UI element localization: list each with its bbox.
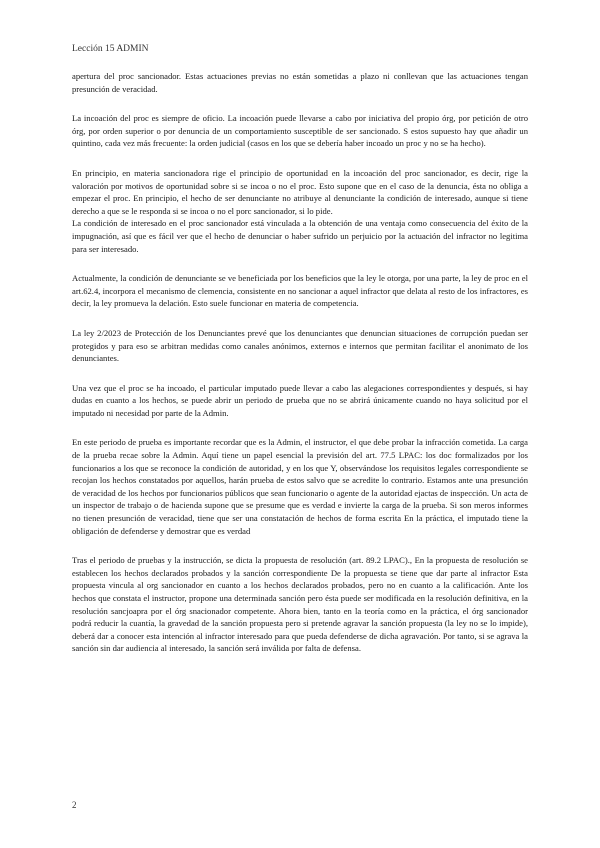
paragraph: Una vez que el proc se ha incoado, el particular imputado puede llevar a cabo las alegaciones correspondientes y después, si hay dudas en cuanto a los hechos, se puede abrir un periodo de prueba que no se abrirá únicamente cuando no haya solicitud por el imputado ni necesidad por parte de la Admin. (72, 382, 528, 418)
paragraph: apertura del proc sancionador. Estas actuaciones previas no están sometidas a plazo ni conllevan que las actuaciones tengan presunción de veracidad. (72, 71, 528, 94)
paragraph: La incoación del proc es siempre de oficio. La incoación puede llevarse a cabo por iniciativa del propio órg, por petición de otro órg, por orden superior o por denuncia de un comportamiento susceptible de ser sancionado. S estos supuesto hay que añadir un quintino, cada vez más frecuente: la orden judicial (casos en los que se debería haber incoado un proc y no se ha hecho). (72, 113, 528, 149)
document-body (72, 70, 528, 672)
paragraph: La condición de interesado en el proc sancionador está vinculada a la obtención de una ventaja como consecuencia del éxito de la impugnación, así que es fácil ver que el hecho de denunciar o haber sufrido un perjuicio por la actuación del infractor no legitima para ser interesado. (72, 218, 528, 254)
page-number: 2 (72, 800, 77, 810)
paragraph: La ley 2/2023 de Protección de los Denunciantes prevé que los denunciantes que denuncian situaciones de corrupción puedan ser protegidos y para eso se arbitran medidas como canales anónimos, externos e internos que permitan facilitar el anonimato de los denunciantes. (72, 327, 528, 364)
paragraph: Tras el periodo de pruebas y la instrucción, se dicta la propuesta de resolución (art. 89.2 LPAC)., En la propuesta de resolución se establecen los hechos declarados probados y la sanción correspondiente De la propuesta se tiene que dar parte al infractor Esta propuesta vincula al org sancionador en cuanto a los hechos declarados probados, pero no en cuanto a la calificación. Ante los hechos que constata el instructor, propone una determinada sanción pero ésta puede ser modificada en la resolución definitiva, en la resolución sancjoapra por el órg snacionador competente. Ahora bien, tanto en la teoría como en la práctica, el órg sancionador podrá reducir la cuantía, la gravedad de la sanción propuesta pero si pretende agravar la sanción propuesta (la ley no se lo impide), deberá dar a conocer esta intención al infractor interesado para que pueda defenderse de dicha agravación. Por tanto, si se agrava la sanción sin dar audiencia al interesado, la sanción será inválida por falta de defensa. (72, 555, 528, 654)
page-header: Lección 15 ADMIN (72, 44, 149, 54)
paragraph: En principio, en materia sancionadora rige el principio de oportunidad en la incoación del proc sancionador, es decir, rige la valoración por motivos de oportunidad sobre si se incoa o no el proc. Esto supone que en el caso de la denuncia, ésta no obliga a empezar el proc. En principio, el hecho de ser denunciante no atribuye al denunciante la condición de interesado, aunque si tiene derecho a que se le responda si se incoa o no el porc sancionador, si lo pide. (72, 167, 528, 216)
paragraph: Actualmente, la condición de denunciante se ve beneficiada por los beneficios que la ley le otorga, por una parte, la ley de proc en el art.62.4, incorpora el mecanismo de clemencia, consistente en no sancionar a aquel infractor que delata al resto de los infractores, es decir, la ley promueva la delación. Esto suele funcionar en materia de competencia. (72, 273, 528, 309)
paragraph: En este periodo de prueba es importante recordar que es la Admin, el instructor, el que debe probar la infracción cometida. La carga de la prueba recae sobre la Admin. Aquí tiene un papel esencial la previsión del art. 77.5 LPAC: los doc formalizados por los funcionarios a los que se reconoce la condición de autoridad, y en los que Y, observándose los requisitos legales correspondiente se recojan los hechos constatados por aquellos, harán prueba de estos salvo que se acredite lo contrario. Estamos ante una presunción de veracidad de los hechos por funcionarios públicos que sean funcionario o agente de la autoridad ejactas de inspección. Un acta de un inspector de trabajo o de hacienda supone que se presume que es verdad e invierte la carga de la prueba. Si son meros informes no tienen presunción de veracidad, tiene que ser una constatación de hechos de forma escrita En la práctica, el imputado tiene la obligación de defenderse y demostrar que es verdad (72, 437, 528, 536)
